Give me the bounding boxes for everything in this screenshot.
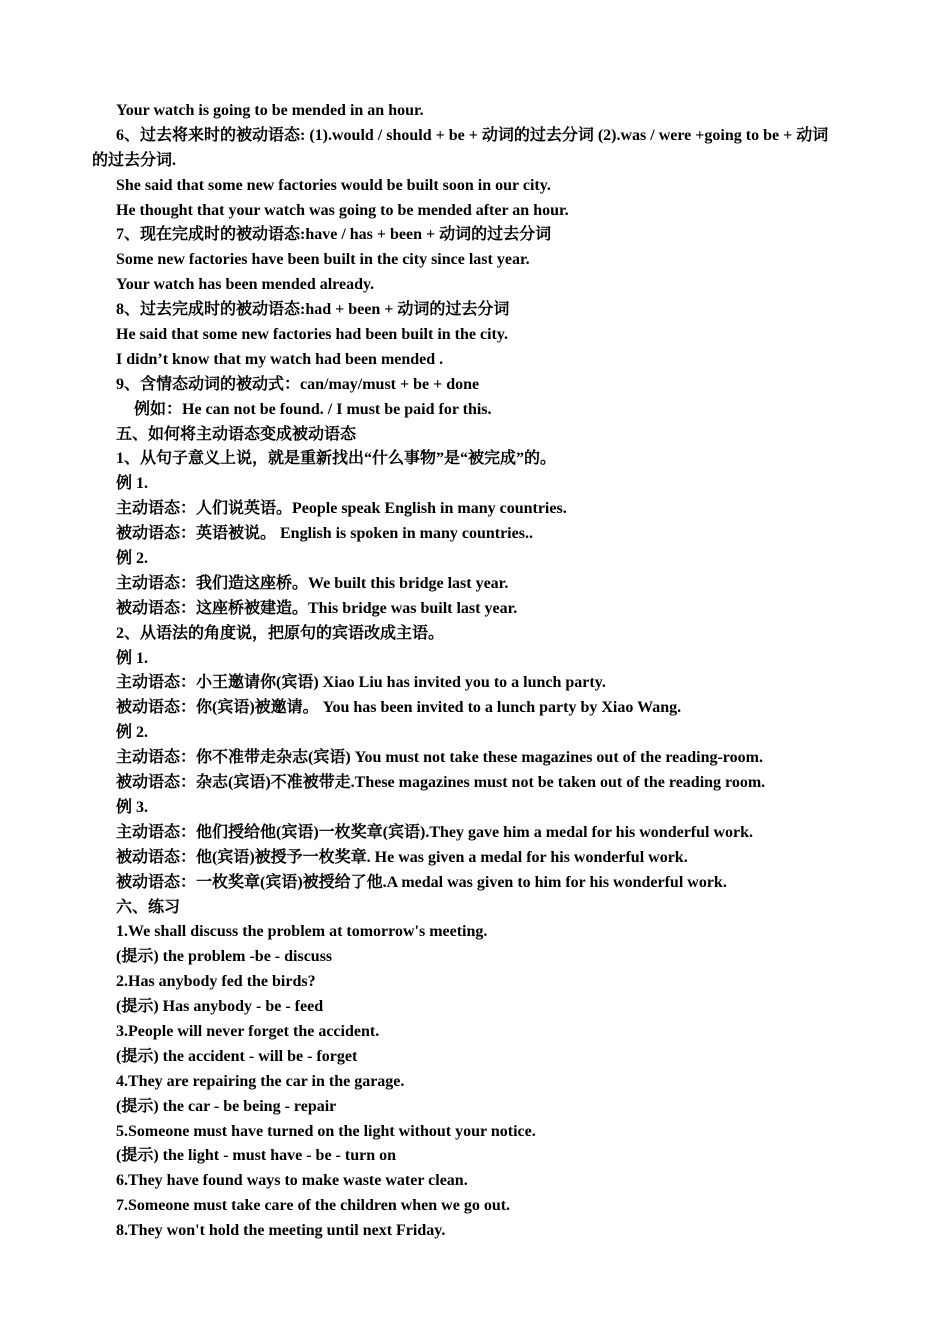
- exercise-item: 2.Has anybody fed the birds?: [116, 973, 316, 991]
- section-heading-modal-passive: 9、含情态动词的被动式：can/may/must + be + done: [116, 375, 480, 393]
- exercise-hint: (提示) Has anybody - be - feed: [116, 998, 324, 1016]
- example-sentence: I didn’t know that my watch had been mended .: [116, 350, 444, 368]
- document-body: [92, 99, 872, 1244]
- exercise-hint: (提示) the accident - will be - forget: [116, 1047, 358, 1065]
- example-sentence: He thought that your watch was going to be mended after an hour.: [116, 201, 569, 219]
- chapter-heading-five: 五、如何将主动语态变成被动语态: [116, 425, 357, 443]
- section-heading-past-perfect: 8、过去完成时的被动语态:had + been + 动词的过去分词: [116, 301, 510, 319]
- text-line: Your watch is going to be mended in an hour.: [116, 102, 424, 119]
- example-sentence: Your watch has been mended already.: [116, 276, 375, 294]
- passive-voice-example: 被动语态：你(宾语)被邀请。 You has been invited to a lunch party by Xiao Wang.: [116, 699, 682, 717]
- section-heading-future-in-past: 6、过去将来时的被动语态: (1).would / should + be + 动词的过去分词 (2).was / were +going to be + 动词: [116, 126, 829, 144]
- exercise-item: 4.They are repairing the car in the garage.: [116, 1072, 405, 1090]
- passive-voice-example: 被动语态：英语被说。 English is spoken in many countries..: [116, 525, 533, 543]
- exercise-item: 6.They have found ways to make waste water clean.: [116, 1172, 468, 1190]
- example-sentence: He said that some new factories had been built in the city.: [116, 326, 508, 344]
- exercise-item: 5.Someone must have turned on the light without your notice.: [116, 1122, 536, 1140]
- example-label: 例 1.: [116, 649, 149, 667]
- example-label: 例 1.: [116, 475, 149, 493]
- exercise-hint: (提示) the light - must have - be - turn on: [116, 1147, 396, 1165]
- active-voice-example: 主动语态：他们授给他(宾语)一枚奖章(宾语).They gave him a medal for his wonderful work.: [116, 823, 754, 841]
- exercise-item: 3.People will never forget the accident.: [116, 1022, 380, 1040]
- active-voice-example: 主动语态：我们造这座桥。We built this bridge last year.: [116, 574, 509, 592]
- active-voice-example: 主动语态：人们说英语。People speak English in many countries.: [116, 500, 567, 518]
- chapter-heading-six: 六、练习: [116, 898, 181, 916]
- exercise-item: 1.We shall discuss the problem at tomorrow's meeting.: [116, 923, 488, 941]
- active-voice-example: 主动语态：小王邀请你(宾语) Xiao Liu has invited you to a lunch party.: [116, 674, 606, 692]
- example-sentence: Some new factories have been built in the city since last year.: [116, 251, 530, 269]
- active-voice-example: 主动语态：你不准带走杂志(宾语) You must not take these magazines out of the reading-room.: [116, 749, 763, 767]
- example-label: 例 2.: [116, 550, 149, 568]
- exercise-hint: (提示) the problem -be - discuss: [116, 948, 333, 966]
- passive-voice-example: 被动语态：一枚奖章(宾语)被授给了他.A medal was given to him for his wonderful work.: [116, 873, 727, 891]
- example-sentence: 例如：He can not be found. / I must be paid for this.: [134, 400, 492, 418]
- exercise-item: 7.Someone must take care of the children when we go out.: [116, 1197, 511, 1215]
- example-sentence: She said that some new factories would be built soon in our city.: [116, 176, 551, 194]
- passive-voice-example: 被动语态：杂志(宾语)不准被带走.These magazines must not be taken out of the reading room.: [116, 774, 766, 792]
- text-line-continuation: 的过去分词.: [92, 151, 177, 169]
- exercise-item: 8.They won't hold the meeting until next Friday.: [116, 1222, 446, 1240]
- rule-heading: 1、从句子意义上说，就是重新找出“什么事物”是“被完成”的。: [116, 450, 557, 468]
- example-label: 例 2.: [116, 724, 149, 742]
- exercise-hint: (提示) the car - be being - repair: [116, 1097, 337, 1115]
- section-heading-present-perfect: 7、现在完成时的被动语态:have / has + been + 动词的过去分词: [116, 226, 552, 244]
- passive-voice-example: 被动语态：这座桥被建造。This bridge was built last year.: [116, 599, 518, 617]
- example-label: 例 3.: [116, 798, 149, 816]
- rule-heading: 2、从语法的角度说，把原句的宾语改成主语。: [116, 624, 445, 642]
- passive-voice-example: 被动语态：他(宾语)被授予一枚奖章. He was given a medal for his wonderful work.: [116, 848, 688, 866]
